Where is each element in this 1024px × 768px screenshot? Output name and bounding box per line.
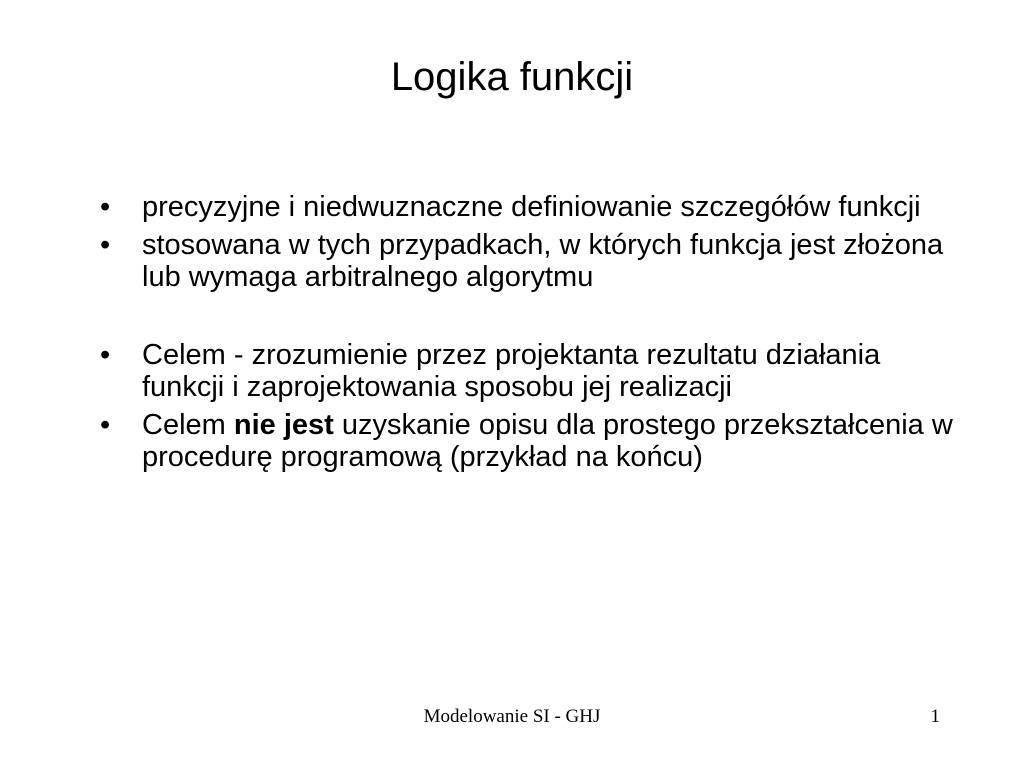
bullet-text bbox=[142, 409, 953, 473]
bullet-text-end: uzyskanie opisu dla prostego przekształcenia w procedurę programową (przykład na końcu) bbox=[142, 409, 953, 473]
bullet-item bbox=[100, 229, 960, 293]
bullet-text: stosowana w tych przypadkach, w których funkcja jest złożona lub wymaga arbitralnego algorytmu bbox=[142, 229, 944, 293]
bullet-icon: • bbox=[100, 229, 111, 261]
bullet-icon: • bbox=[100, 409, 111, 441]
page-number: 1 bbox=[930, 706, 940, 727]
bullet-text-emphasis: nie jest bbox=[233, 409, 334, 441]
bullet-list bbox=[100, 191, 960, 473]
bullet-icon: • bbox=[100, 191, 111, 223]
footer-text: Modelowanie SI - GHJ bbox=[423, 706, 601, 727]
bullet-item bbox=[100, 191, 960, 223]
bullet-text: Celem - zrozumienie przez projektanta rezultatu działania funkcji i zaprojektowania sposobu jej realizacji bbox=[142, 339, 881, 403]
slide-title: Logika funkcji bbox=[390, 55, 634, 99]
bullet-item bbox=[100, 339, 960, 403]
bullet-text-start: Celem bbox=[142, 409, 234, 441]
bullet-text: precyzyjne i niedwuznaczne definiowanie szczegółów funkcji bbox=[142, 191, 921, 223]
bullet-item bbox=[100, 409, 960, 473]
bullet-icon: • bbox=[100, 339, 111, 371]
